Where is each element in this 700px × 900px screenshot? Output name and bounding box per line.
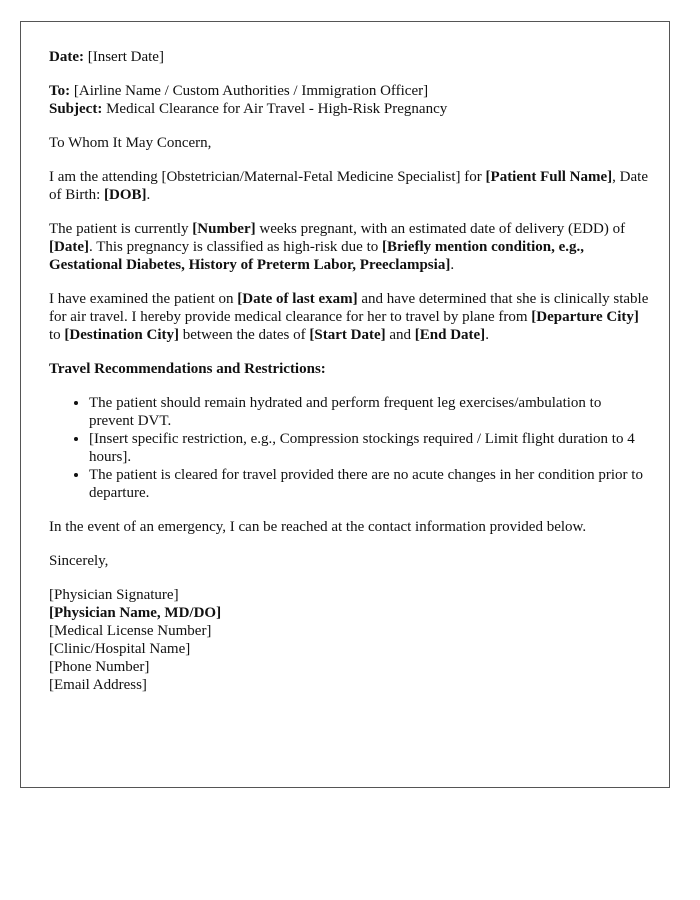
- recommendation-item: • The patient should remain hydrated and perform frequent leg exercises/ambulation to prevent DVT.: [89, 394, 649, 430]
- edd-placeholder: [Date]: [49, 239, 89, 255]
- destination-city-placeholder: [Destination City]: [64, 327, 179, 343]
- para2-text-3: . This pregnancy is classified as high-risk due to: [88, 239, 382, 255]
- signature-block: [49, 586, 649, 694]
- physician-name-text: [Physician Name, MD/DO]: [49, 605, 222, 621]
- subject-label: Subject:: [49, 101, 103, 117]
- to-value: [Airline Name / Custom Authorities / Immigration Officer]: [70, 83, 429, 99]
- recommendation-item: • [Insert specific restriction, e.g., Compression stockings required / Limit flight duration to 4 hours].: [89, 430, 649, 466]
- patient-name-placeholder: [Patient Full Name]: [485, 169, 613, 185]
- para3-text-2: and have determined that she is clinically stable for air travel. I hereby provide medical clearance for her to travel by plane from: [49, 291, 649, 325]
- para3-text-1: I have examined the patient on: [49, 291, 238, 307]
- para2-text-2: weeks pregnant, with an estimated date of delivery (EDD) of: [255, 221, 626, 237]
- closing: Sincerely,: [49, 553, 109, 569]
- exam-date-placeholder: [Date of last exam]: [237, 291, 358, 307]
- email-address: [Email Address]: [49, 677, 147, 693]
- recommendation-item: • The patient is cleared for travel provided there are no acute changes in her condition prior to departure.: [89, 466, 649, 502]
- paragraph-pregnancy: [49, 220, 649, 274]
- letter-document: [20, 21, 670, 788]
- to-line: [49, 82, 649, 100]
- para1-text-1: I am the attending [Obstetrician/Maternal-Fetal Medicine Specialist] for: [49, 169, 486, 185]
- address-block: [49, 82, 649, 118]
- para3-text-5: and: [385, 327, 415, 343]
- recommendations-heading: [49, 360, 649, 378]
- clinic-name: [Clinic/Hospital Name]: [49, 641, 191, 657]
- para2-text-1: The patient is currently: [49, 221, 193, 237]
- weeks-placeholder: [Number]: [192, 221, 256, 237]
- recommendations-heading-text: Travel Recommendations and Restrictions:: [49, 361, 326, 377]
- recommendations-list: [49, 394, 649, 502]
- paragraph-attending: [49, 168, 649, 204]
- date-line: [49, 48, 649, 66]
- para3-text-3: to: [49, 327, 65, 343]
- to-label: To:: [49, 83, 71, 99]
- departure-city-placeholder: [Departure City]: [531, 309, 639, 325]
- salutation: To Whom It May Concern,: [49, 135, 212, 151]
- start-date-placeholder: [Start Date]: [309, 327, 386, 343]
- subject-line: [49, 100, 649, 118]
- para1-text-2: , Date of Birth:: [49, 169, 648, 203]
- dob-placeholder: [DOB]: [104, 187, 147, 203]
- signature-placeholder: [Physician Signature]: [49, 587, 179, 603]
- physician-name: [49, 604, 649, 622]
- para1-text-3: .: [146, 187, 151, 203]
- emergency-paragraph: In the event of an emergency, I can be reached at the contact information provided below.: [49, 519, 587, 535]
- phone-number: [Phone Number]: [49, 659, 150, 675]
- date-value: [Insert Date]: [83, 49, 164, 65]
- para3-text-6: .: [485, 327, 489, 343]
- para2-text-4: .: [450, 257, 455, 273]
- condition-placeholder: [Briefly mention condition, e.g., Gestational Diabetes, History of Preterm Labor, Preeclampsia]: [49, 239, 585, 273]
- paragraph-clearance: [49, 290, 649, 344]
- para3-text-4: between the dates of: [179, 327, 310, 343]
- license-number: [Medical License Number]: [49, 623, 212, 639]
- date-label: Date:: [49, 49, 84, 65]
- subject-value: Medical Clearance for Air Travel - High-Risk Pregnancy: [102, 101, 448, 117]
- end-date-placeholder: [End Date]: [414, 327, 486, 343]
